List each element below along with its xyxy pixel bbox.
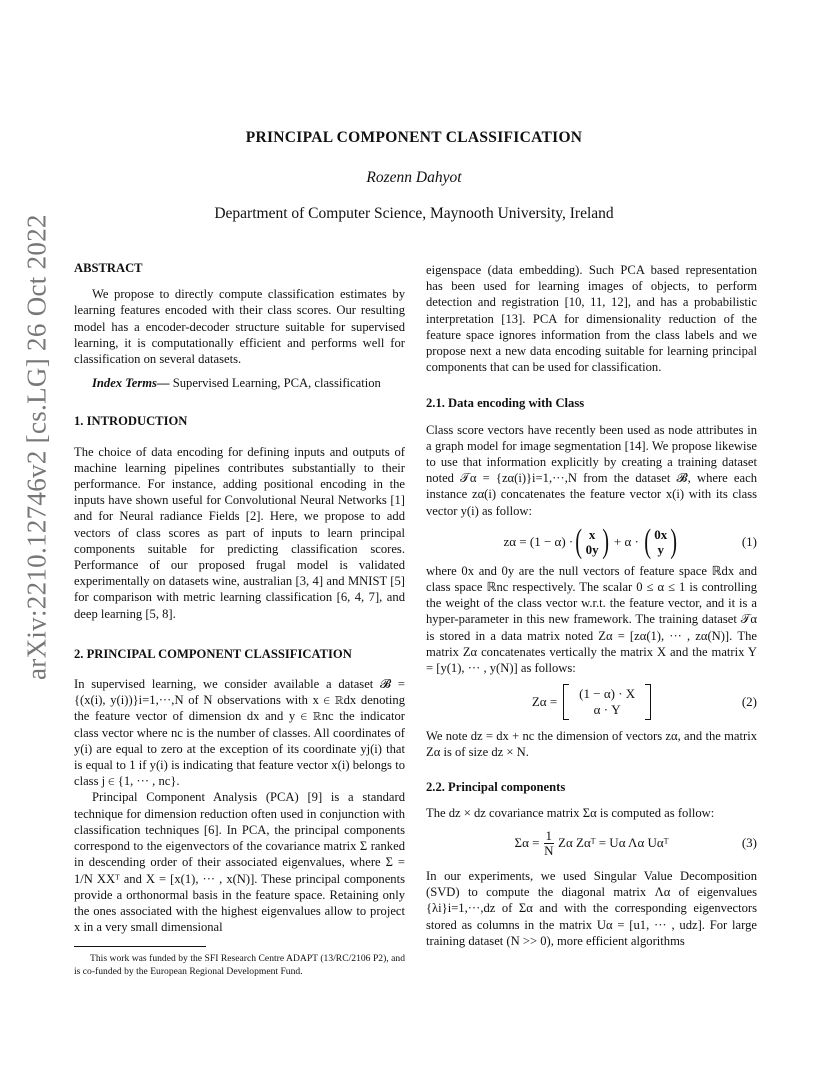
eq2-number: (2)	[741, 694, 757, 710]
abstract-body: We propose to directly compute classification estimates by learning features encoded with their class scores. Our resulting model has a encoder-decoder structure suitable for supervised learning, it is computationally efficient and performs well for classification on several datasets.	[74, 287, 405, 367]
right-column	[426, 262, 757, 949]
abstract-heading: ABSTRACT	[74, 261, 143, 275]
footnote-rule	[74, 946, 206, 947]
eq1-vec2-top: 0x	[654, 526, 668, 542]
author: Rozenn Dahyot	[366, 169, 462, 186]
index-terms	[74, 375, 405, 391]
pcc-heading: 2. PRINCIPAL COMPONENT CLASSIFICATION	[74, 646, 352, 661]
index-terms-text: Supervised Learning, PCA, classification	[172, 376, 381, 391]
eq1-vector-1	[586, 527, 599, 557]
left-column	[74, 260, 405, 935]
arxiv-stamp: arXiv:2210.12746v2 [cs.LG] 26 Oct 2022	[21, 214, 52, 680]
eq1-number: (1)	[741, 533, 757, 549]
eq3-number: (3)	[741, 835, 757, 851]
eq3-numerator: 1	[545, 828, 553, 844]
subsection-2-2-heading: 2.2. Principal components	[426, 779, 566, 794]
s22-paragraph-2: In our experiments, we used Singular Value Decomposition (SVD) to compute the diagonal matrix Λα of eigenvalues {λi}i=1,···,dz of Σα and with the corresponding eigenvectors stored as columns in the matrix Uα = [u1, ··· , udz]. For large training dataset (N >> 0), more efficient algorithms	[426, 869, 757, 948]
equation-2	[426, 684, 757, 720]
right-intro-paragraph: eigenspace (data embedding). Such PCA based representation has been used for learning images of objects, to perform detection and registration [10, 11, 12], and has a probabilistic interpretation [13]. PCA for dimensionality reduction of the feature space ignores information from the class labels and we propose next a new data encoding suitable for learning principal components that can be used for classification.	[426, 263, 757, 375]
eq2-bottom: α · Y	[593, 702, 621, 718]
eq1-vec1-top: x	[588, 526, 596, 542]
index-terms-label: Index Terms—	[92, 376, 170, 391]
pcc-paragraph-2: Principal Component Analysis (PCA) [9] is a standard technique for dimension reduction often used in conjunction with classification techniques [6]. In PCA, the principal components correspond to the eigenvectors of the covariance matrix Σ ranked in descending order of their associated eigenvalues, where Σ = 1/N XXᵀ and X = [x(1), ··· , x(N)]. These principal components provide a orthonormal basis in the feature space. Retaining only the ones associated with the highest eigenvalues allow to project x in a very small dimensional	[74, 790, 405, 935]
eq1-vec1-bottom: 0y	[585, 541, 599, 557]
footnote: This work was funded by the SFI Research Centre ADAPT (13/RC/2106 P2), and is co-funded by the European Regional Development Fund.	[74, 953, 405, 977]
intro-body: The choice of data encoding for defining inputs and outputs of machine learning pipelines contributes substantially to their performance. For instance, adding positional encoding in the inputs have shown useful for Convolutional Neural Networks [1] and for Neural radiance Fields [2]. Here, we propose to add vectors of class scores as part of inputs to learn principal components suitable for predicting classification scores. Performance of our proposed frugal model is validated experimentally on datasets wine, australian [3, 4] and MNIST [5] for comparison with metric learning classification [6, 4, 7], and deep learning [5, 8].	[74, 444, 405, 621]
pcc-paragraph-1: In supervised learning, we consider available a dataset 𝓑 = {(x(i), y(i))}i=1,···,N of N observations with x ∈ ℝdx denoting the feature vector of dimension dx and y ∈ ℝnc the indicator class vector where nc is the number of classes. All coordinates of y(i) are equal to zero at the exception of its coordinate yj(i) that is equal to 1 if y(i) is indicating that feature vector x(i) belongs to class j ∈ {1, ··· , nc}.	[74, 677, 405, 789]
equation-3	[426, 829, 757, 858]
eq2-lhs: Zα =	[531, 694, 558, 710]
eq1-vec2-bottom: y	[657, 541, 664, 557]
eq3-rhs: Zα Zαᵀ = Uα Λα Uαᵀ	[558, 835, 669, 851]
s21-paragraph-3: We note dz = dx + nc the dimension of vectors zα, and the matrix Zα is of size dz × N.	[426, 729, 757, 760]
eq2-top: (1 − α) · X	[579, 686, 636, 702]
eq1-lhs: zα = (1 − α) ·	[503, 533, 574, 549]
eq3-fraction	[544, 829, 555, 858]
s22-paragraph-1: The dz × dz covariance matrix Σα is computed as follow:	[426, 805, 715, 820]
s21-paragraph-1: Class score vectors have recently been used as node attributes in a graph model for image segmentation [14]. We propose likewise to use that information explicitly by creating a training dataset noted 𝒯α = {zα(i)}i=1,···,N from the dataset 𝓑, where each instance zα(i) concatenates the feature vector x(i) with its class vector y(i) as follow:	[426, 422, 757, 518]
equation-1: zα = (1 − α) · ( x 0y ) + α · ( 0x y ) (1)	[503, 522, 757, 560]
eq3-denominator: N	[544, 843, 554, 859]
s21-paragraph-2: where 0x and 0y are the null vectors of feature space ℝdx and class space ℝnc respectively. The scalar 0 ≤ α ≤ 1 is controlling the weight of the class vector w.r.t. the feature vector, and it is a hyper-parameter in this new framework. The training dataset 𝒯α is stored in a data matrix noted Zα = [zα(1), ··· , zα(N)]. The matrix Zα concatenates vertically the matrix X and the matrix Y = [y(1), ··· , y(N)] as follows:	[426, 563, 757, 676]
subsection-2-1-heading: 2.1. Data encoding with Class	[426, 396, 585, 411]
affiliation: Department of Computer Science, Maynooth University, Ireland	[214, 205, 614, 222]
eq3-lhs: Σα =	[514, 835, 540, 851]
eq1-vector-2	[654, 527, 667, 557]
intro-heading: 1. INTRODUCTION	[74, 414, 188, 429]
paper-title: PRINCIPAL COMPONENT CLASSIFICATION	[245, 129, 583, 146]
eq1-mid: + α ·	[613, 533, 639, 549]
